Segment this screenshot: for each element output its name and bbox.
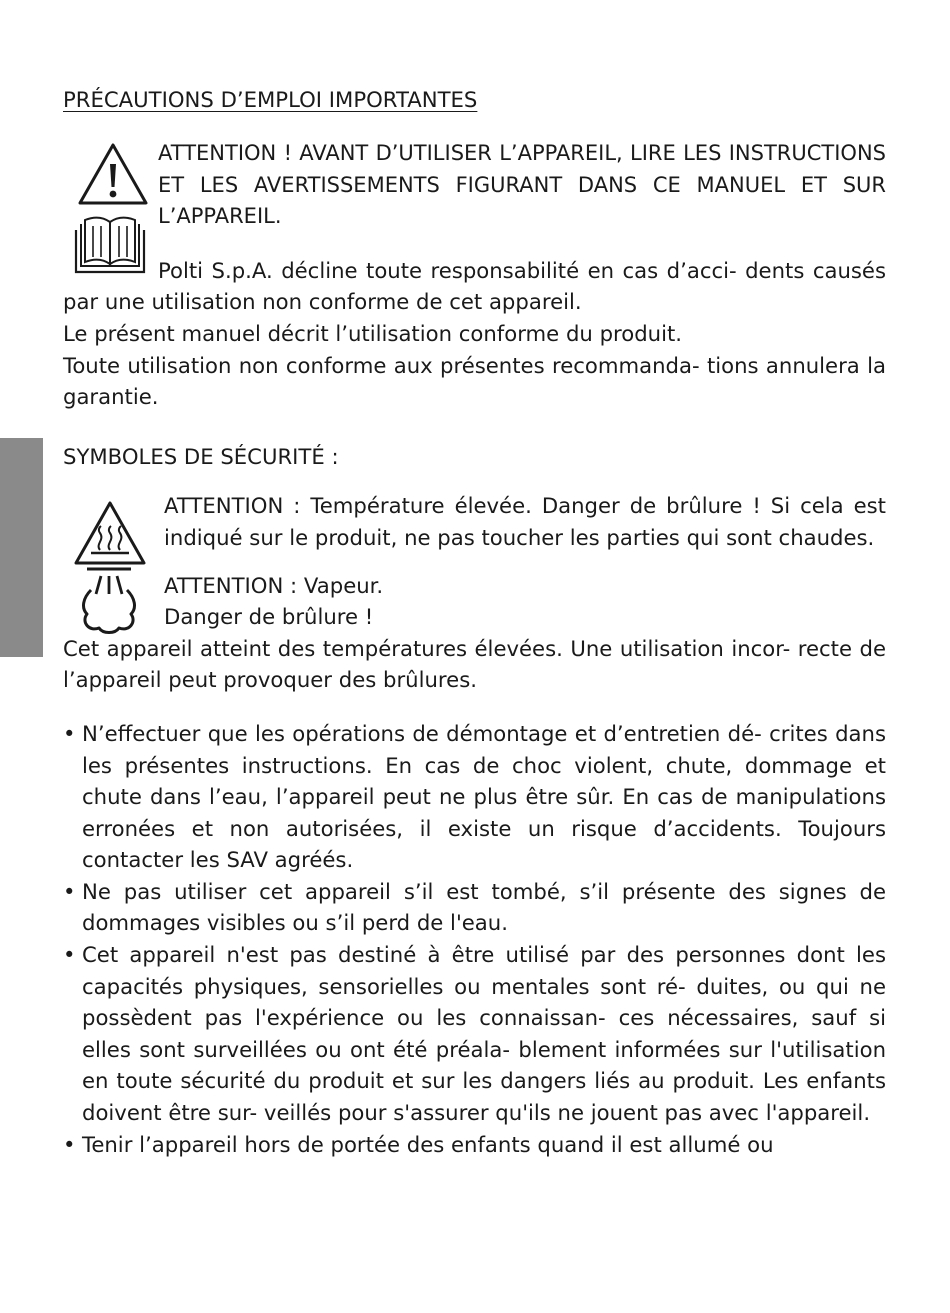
temperature-note: Cet appareil atteint des températures élevées. Une utilisation incor- recte de l’appareil peut provoquer des brûlures.	[63, 635, 886, 693]
symbol-hot-surface	[63, 490, 886, 553]
disclaimer-paragraph: Polti S.p.A. décline toute responsabilité en cas d’acci- dents causés par une utilisation non conforme de cet appareil.	[63, 257, 886, 315]
list-item: • Tenir l’appareil hors de portée des enfants quand il est allumé ou	[63, 1129, 886, 1161]
symbol-steam-line1: ATTENTION : Vapeur.	[164, 572, 384, 598]
list-item: • N’effectuer que les opérations de démontage et d’entretien dé- crites dans les présentes instructions. En cas de choc violent, chute, dommage et chute dans l’eau, l’appareil peut ne plus être sûr. En cas de manipulations erronées et non autorisées, il existe un risque d’accidents. Toujours contacter les SAV agréés.	[63, 718, 886, 876]
warning-block	[63, 138, 886, 233]
steam-icon	[77, 566, 141, 638]
safety-symbols-title: SYMBOLES DE SÉCURITÉ :	[63, 443, 339, 469]
section-side-tab	[0, 438, 43, 657]
read-manual-book-icon	[73, 216, 147, 276]
list-item: • Cet appareil n'est pas destiné à être utilisé par des personnes dont les capacités physiques, sensorielles ou mentales sont ré- duites, ou qui ne possèdent pas l'expérience ou les connaissan- ces nécessaires, sauf si elles sont surveillées ou ont été préala- blement informées sur l'utilisation en toute sécurité du produit et sur les dangers liés au produit. Les enfants doivent être sur- veillés pour s'assurer qu'ils ne jouent pas avec l'appareil.	[63, 939, 886, 1129]
warranty-note: Toute utilisation non conforme aux présentes recommanda- tions annulera la garantie.	[63, 352, 886, 410]
safety-bullet-list	[63, 718, 886, 1160]
symbol-steam-line2: Danger de brûlure !	[164, 604, 374, 630]
list-item: • Ne pas utiliser cet appareil s’il est tombé, s’il présente des signes de dommages visibles ou s’il perd de l'eau.	[63, 876, 886, 939]
page-heading: PRÉCAUTIONS D’EMPLOI IMPORTANTES	[63, 87, 478, 112]
hot-surface-icon	[73, 500, 147, 566]
manual-note: Le présent manuel décrit l’utilisation conforme du produit.	[63, 320, 683, 346]
page-content	[63, 84, 886, 1160]
symbol-hot-surface-text: ATTENTION : Température élevée. Danger de brûlure ! Si cela est indiqué sur le produit, ne pas toucher les parties qui sont chaudes.	[164, 493, 886, 550]
warning-triangle-icon	[77, 142, 149, 206]
warning-text: ATTENTION ! AVANT D’UTILISER L’APPAREIL, LIRE LES INSTRUCTIONS ET LES AVERTISSEMENTS FIGURANT DANS CE MANUEL ET SUR L’APPAREIL.	[158, 141, 886, 229]
symbol-steam	[63, 570, 886, 633]
